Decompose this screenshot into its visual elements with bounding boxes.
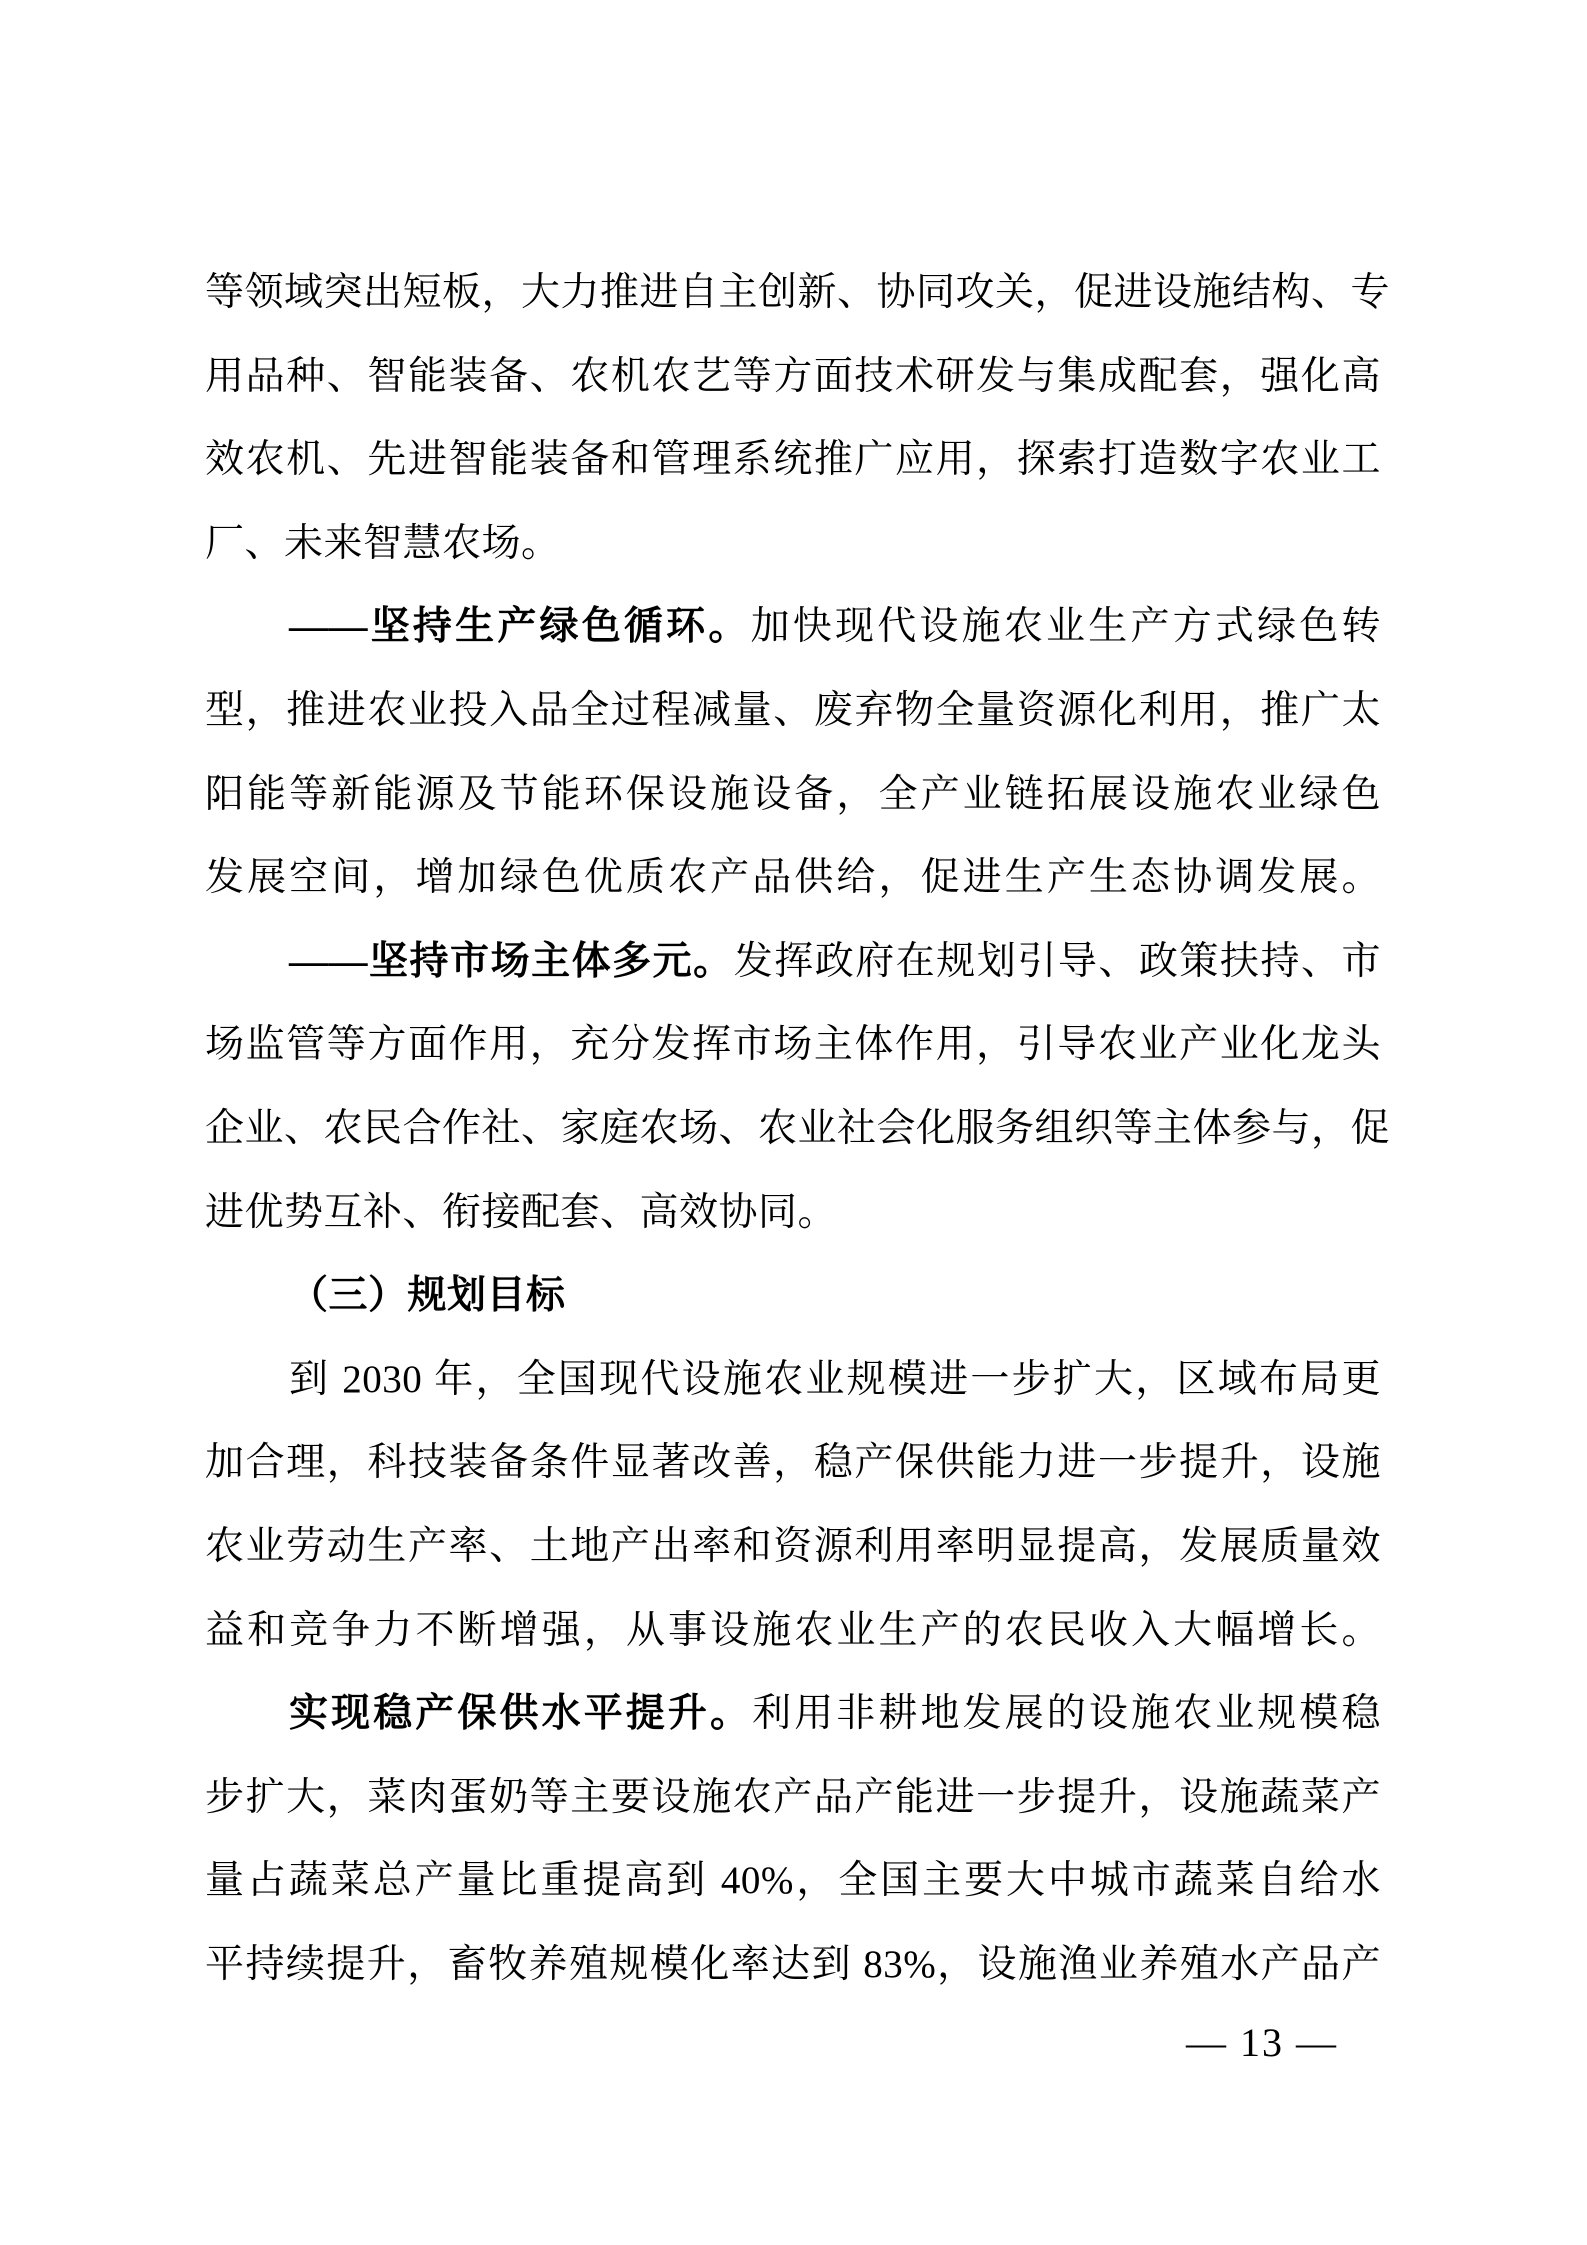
body-text: 用品种、智能装备、农机农艺等方面技术研发与集成配套，强化高: [205, 354, 1381, 398]
text-line: [205, 1087, 1391, 1171]
body-text: 进优势互补、衔接配套、高效协同。: [205, 1190, 838, 1234]
text-line: [205, 1756, 1381, 1840]
body-text: 农业劳动生产率、土地产出率和资源利用率明显提高，发展质量效: [205, 1524, 1381, 1568]
text-line: [205, 1672, 1381, 1756]
body-text: 型，推进农业投入品全过程减量、废弃物全量资源化利用，推广太: [205, 688, 1381, 732]
body-text: 加合理，科技装备条件显著改善，稳产保供能力进一步提升，设施: [205, 1441, 1381, 1485]
body-text: 量占蔬菜总产量比重提高到 40%，全国主要大中城市蔬菜自给水: [205, 1859, 1381, 1903]
text-line: [205, 251, 1391, 335]
body-text: 场监管等方面作用，充分发挥市场主体作用，引导农业产业化龙头: [205, 1023, 1381, 1067]
body-text: 益和竞争力不断增强，从事设施农业生产的农民收入大幅增长。: [205, 1608, 1381, 1652]
body-text: 平持续提升，畜牧养殖规模化率达到 83%，设施渔业养殖水产品产: [205, 1942, 1381, 1986]
bold-lead-in-text: ——坚持生产绿色循环。: [289, 605, 751, 649]
text-line: [205, 1171, 1381, 1255]
page-number: — 13 —: [1186, 2020, 1338, 2065]
text-line: [205, 418, 1381, 502]
bold-lead-in-text: 实现稳产保供水平提升。: [289, 1692, 753, 1736]
text-line: [205, 836, 1381, 920]
body-text: 效农机、先进智能装备和管理系统推广应用，探索打造数字农业工: [205, 438, 1381, 482]
text-line: [205, 1003, 1381, 1087]
text-line: [205, 753, 1381, 837]
text-line: [205, 1923, 1381, 2007]
text-line: [205, 1589, 1381, 1673]
body-text: 发展空间，增加绿色优质农产品供给，促进生产生态协调发展。: [205, 856, 1381, 900]
body-text: 利用非耕地发展的设施农业规模稳: [752, 1692, 1381, 1736]
text-line: [205, 920, 1381, 1004]
text-line: [205, 1505, 1381, 1589]
document-body: [205, 251, 1391, 2006]
body-text: 到 2030 年，全国现代设施农业规模进一步扩大，区域布局更: [289, 1357, 1381, 1401]
text-line: [205, 502, 1381, 586]
body-text: 阳能等新能源及节能环保设施设备，全产业链拓展设施农业绿色: [205, 772, 1381, 816]
body-text: 厂、未来智慧农场。: [205, 521, 561, 565]
text-line: [205, 335, 1381, 419]
body-text: 发挥政府在规划引导、政策扶持、市: [733, 939, 1381, 983]
text-line: [205, 1254, 1381, 1338]
body-text: 等领域突出短板，大力推进自主创新、协同攻关，促进设施结构、专: [205, 271, 1391, 314]
text-line: [205, 1839, 1381, 1923]
bold-lead-in-text: （三）规划目标: [289, 1274, 566, 1318]
body-text: 步扩大，菜肉蛋奶等主要设施农产品产能进一步提升，设施蔬菜产: [205, 1775, 1381, 1819]
text-line: [205, 669, 1381, 753]
bold-lead-in-text: ——坚持市场主体多元。: [289, 939, 734, 983]
body-text: 企业、农民合作社、家庭农场、农业社会化服务组织等主体参与，促: [205, 1106, 1391, 1150]
body-text: 加快现代设施农业生产方式绿色转: [750, 605, 1381, 649]
text-line: [205, 1421, 1381, 1505]
text-line: [205, 1338, 1381, 1422]
text-line: [205, 585, 1381, 669]
